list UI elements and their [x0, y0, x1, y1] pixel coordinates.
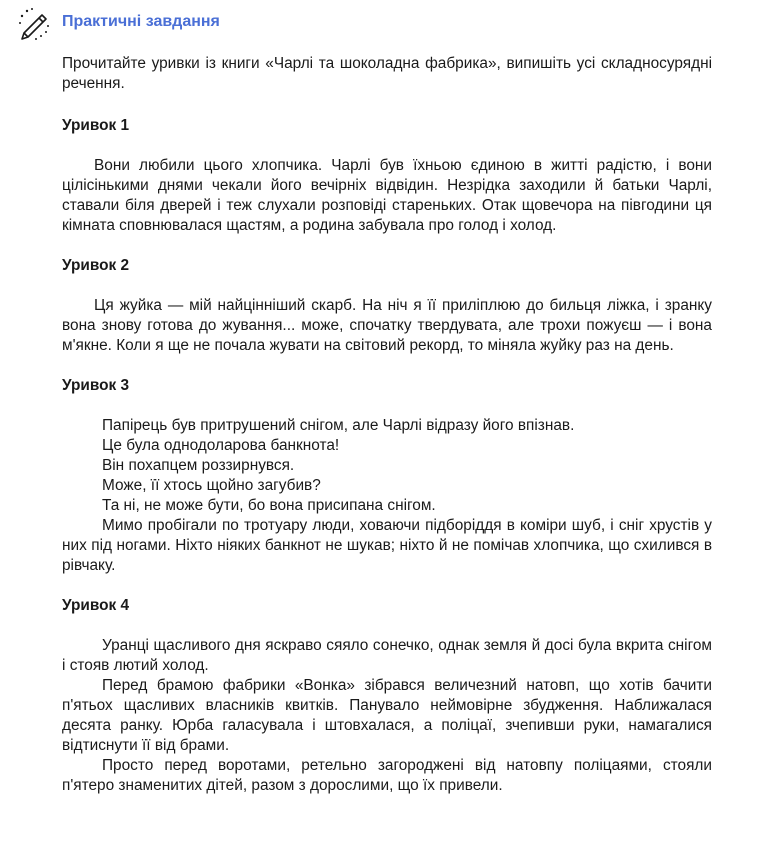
excerpt-title: Уривок 3 [62, 377, 130, 394]
excerpt-title: Уривок 2 [62, 257, 130, 274]
excerpt-paragraph: Мимо пробігали по тротуару люди, ховаючи підборіддя в коміри шуб, і сніг хрустів у них під ногами. Ніхто ніяких банкнот не шукав; ніхто й не помічав хлопчика, що схилився в рівчаку. [62, 517, 712, 574]
page-title: Практичні завдання [62, 13, 220, 30]
task-instruction: Прочитайте уривки із книги «Чарлі та шоколадна фабрика», випишіть усі складносурядні речення. [62, 55, 712, 92]
excerpt-paragraph: Ця жуйка — мій найцінніший скарб. На ніч я її приліплюю до бильця ліжка, і зранку вона знову готова до жування... може, спочатку твердувата, але трохи пожуєш — і вона м'якне. Коли я ще не почала жувати на світовий рекорд, то міняла жуйку раз на день. [62, 297, 712, 354]
excerpt-4 [62, 596, 712, 796]
excerpt-1 [62, 116, 712, 236]
document-body [62, 54, 712, 816]
excerpt-line: Це була однодоларова банкнота! [102, 437, 340, 454]
excerpt-line: Він похапцем роззирнувся. [102, 457, 295, 474]
excerpt-paragraph: Уранці щасливого дня яскраво сяяло сонечко, однак земля й досі була вкрита снігом і стояв лютий холод. [62, 637, 712, 674]
pencil-sparkle-icon [16, 6, 52, 42]
section-header [16, 6, 52, 42]
excerpt-2 [62, 256, 712, 356]
excerpt-line: Та ні, не може бути, бо вона присипана снігом. [102, 497, 436, 514]
excerpt-paragraph: Вони любили цього хлопчика. Чарлі був їхньою єдиною в житті радістю, і вони цілісінькими днями чекали його вечірніх відвідин. Незрідка заходили й батьки Чарлі, ставали біля дверей і теж слухали розповіді стареньких. Отак щовечора на півгодини ця кімната сповнювалася щастям, а родина забувала про голод і холод. [62, 157, 712, 234]
excerpt-title: Уривок 1 [62, 117, 130, 134]
excerpt-paragraph: Перед брамою фабрики «Вонка» зібрався величезний натовп, що хотів бачити п'ятьох щасливих власників квитків. Панувало неймовірне збудження. Наближалася десята ранку. Юрба галасувала і штовхалася, а поліцаї, зчепивши руки, намагалися відтиснути її від брами. [62, 677, 712, 754]
excerpt-paragraph: Просто перед воротами, ретельно загороджені від натовпу поліцаями, стояли п'ятеро знаменитих дітей, разом з дорослими, що їх привели. [62, 757, 712, 794]
excerpt-3 [62, 376, 712, 576]
excerpt-line: Папірець був притрушений снігом, але Чарлі відразу його впізнав. [102, 417, 575, 434]
excerpt-line: Може, її хтось щойно загубив? [102, 477, 321, 494]
excerpt-title: Уривок 4 [62, 597, 130, 614]
